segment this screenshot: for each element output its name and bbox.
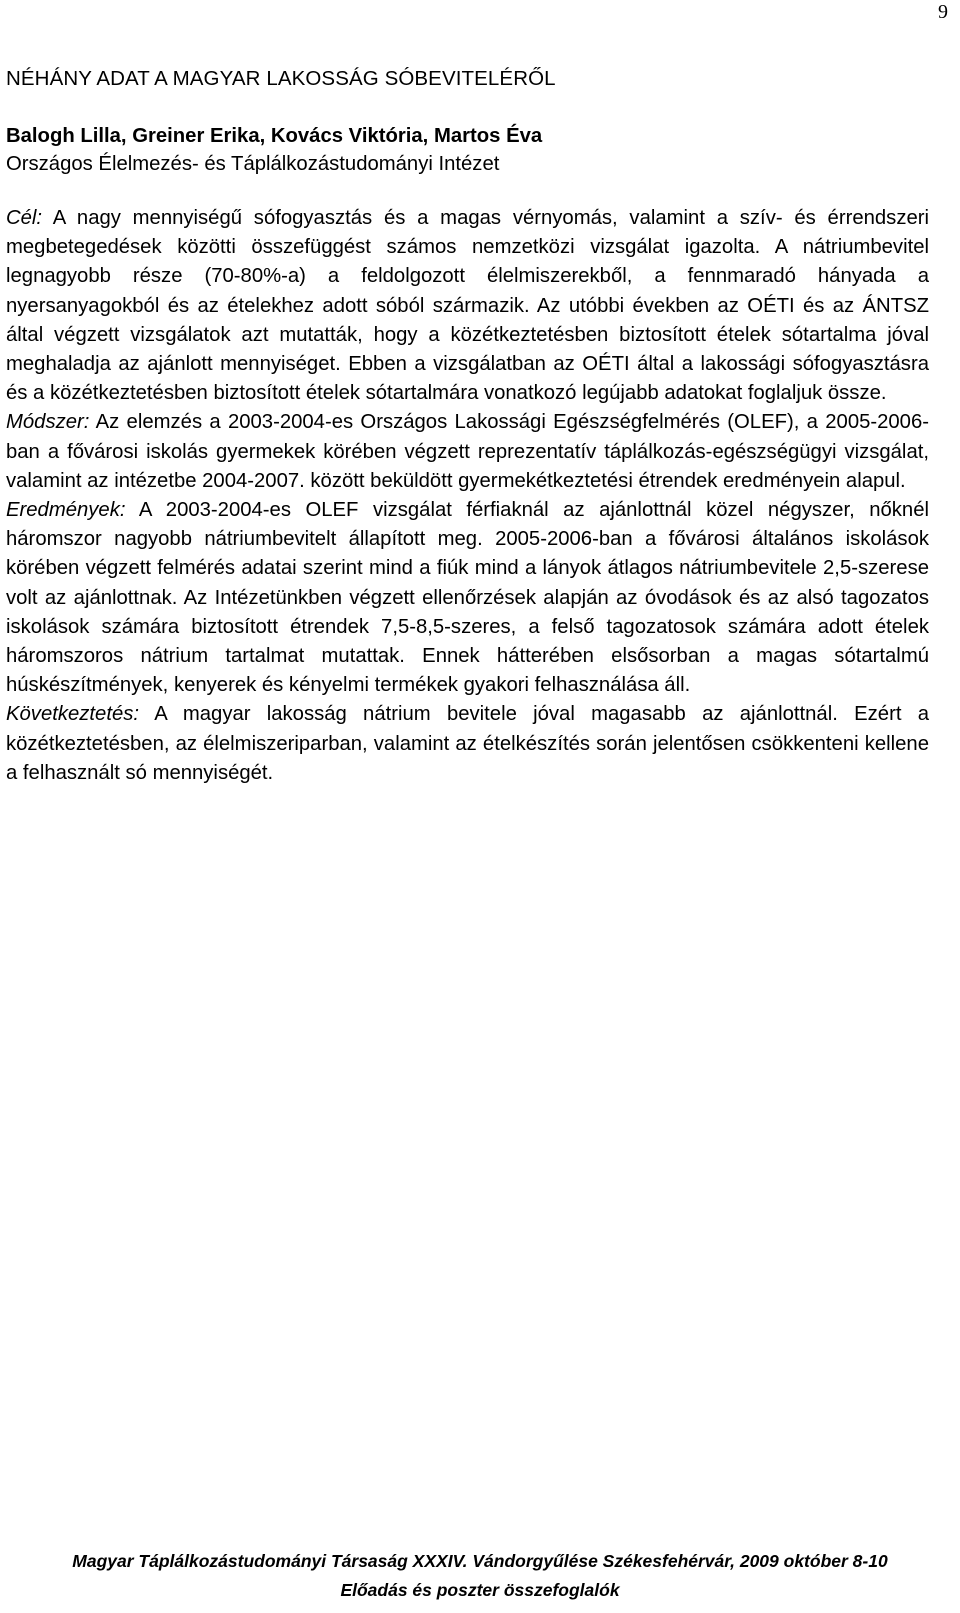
abstract-content (6, 62, 929, 788)
section-label: Következtetés: (6, 703, 140, 726)
footer-subtitle: Előadás és poszter összefoglalók (340, 1580, 620, 1600)
section-text: A 2003-2004-es OLEF vizsgálat férfiaknál az ajánlottnál közel négyszer, nőknél háromszor nagyobb nátriumbevitelt állapított meg. 2005-2006-ban a fővárosi általános iskolások körében végzett felmérés adatai szerint mind a fiúk mind a lányok átlagos nátriumbevitele 2,5-szerese volt az ajánlottnak. Az Intézetünkben végzett ellenőrzések alapján az óvodások és az alsó tagozatos iskolások számára biztosított étrendek 7,5-8,5-szeres, a felső tagozatosok számára adott ételek háromszoros nátrium tartalmat mutattak. Ennek hátterében elsősorban a magas sótartalmú húskészítmények, kenyerek és kényelmi termékek gyakori felhasználása áll. (6, 499, 929, 697)
section-results (6, 496, 929, 700)
section-text: Az elemzés a 2003-2004-es Országos Lakossági Egészségfelmérés (OLEF), a 2005-2006-ban a fővárosi iskolás gyermekek körében végzett reprezentatív táplálkozás-egészségügyi vizsgálat, valamint az intézetbe 2004-2007. között beküldött gyermekétkeztetési étrendek eredményein alapul. (6, 411, 929, 492)
page-number: 9 (938, 1, 948, 23)
section-label: Módszer: (6, 411, 90, 434)
section-conclusion (6, 700, 929, 788)
section-label: Cél: (6, 207, 43, 229)
abstract-title: NÉHÁNY ADAT A MAGYAR LAKOSSÁG SÓBEVITELÉRŐL (6, 67, 556, 90)
section-aim (6, 204, 929, 408)
section-text: A nagy mennyiségű sófogyasztás és a magas vérnyomás, valamint a szív- és érrendszeri megbetegedések közötti összefüggést számos nemzetközi vizsgálat igazolta. A nátriumbevitel legnagyobb része (70-80%-a) a feldolgozott élelmiszerekből, a fennmaradó hányada a nyersanyagokból és az ételekhez adott sóból származik. Az utóbbi években az OÉTI és az ÁNTSZ által végzett vizsgálatok azt mutatták, hogy a közétkeztetésben biztosított ételek sótartalma jóval meghaladja az ajánlott mennyiséget. Ebben a vizsgálatban az OÉTI által a lakossági sófogyasztásra és a közétkeztetésben biztosított ételek sótartalmára vonatkozó legújabb adatokat foglaljuk össze. (6, 207, 929, 405)
author-list: Balogh Lilla, Greiner Erika, Kovács Viktória, Martos Éva (6, 125, 543, 147)
section-method (6, 408, 929, 496)
abstract-body (6, 204, 929, 788)
section-text: A magyar lakosság nátrium bevitele jóval magasabb az ajánlottnál. Ezért a közétkeztetésben, az élelmiszeriparban, valamint az ételkészítés során jelentősen csökkenteni kellene a felhasznált só mennyiségét. (6, 703, 929, 784)
section-label: Eredmények: (6, 499, 126, 522)
page-footer (0, 1547, 960, 1605)
institution: Országos Élelmezés- és Táplálkozástudományi Intézet (6, 153, 500, 175)
footer-conference: Magyar Táplálkozástudományi Társaság XXXIV. Vándorgyűlése Székesfehérvár, 2009 október 8-10 (72, 1551, 888, 1571)
